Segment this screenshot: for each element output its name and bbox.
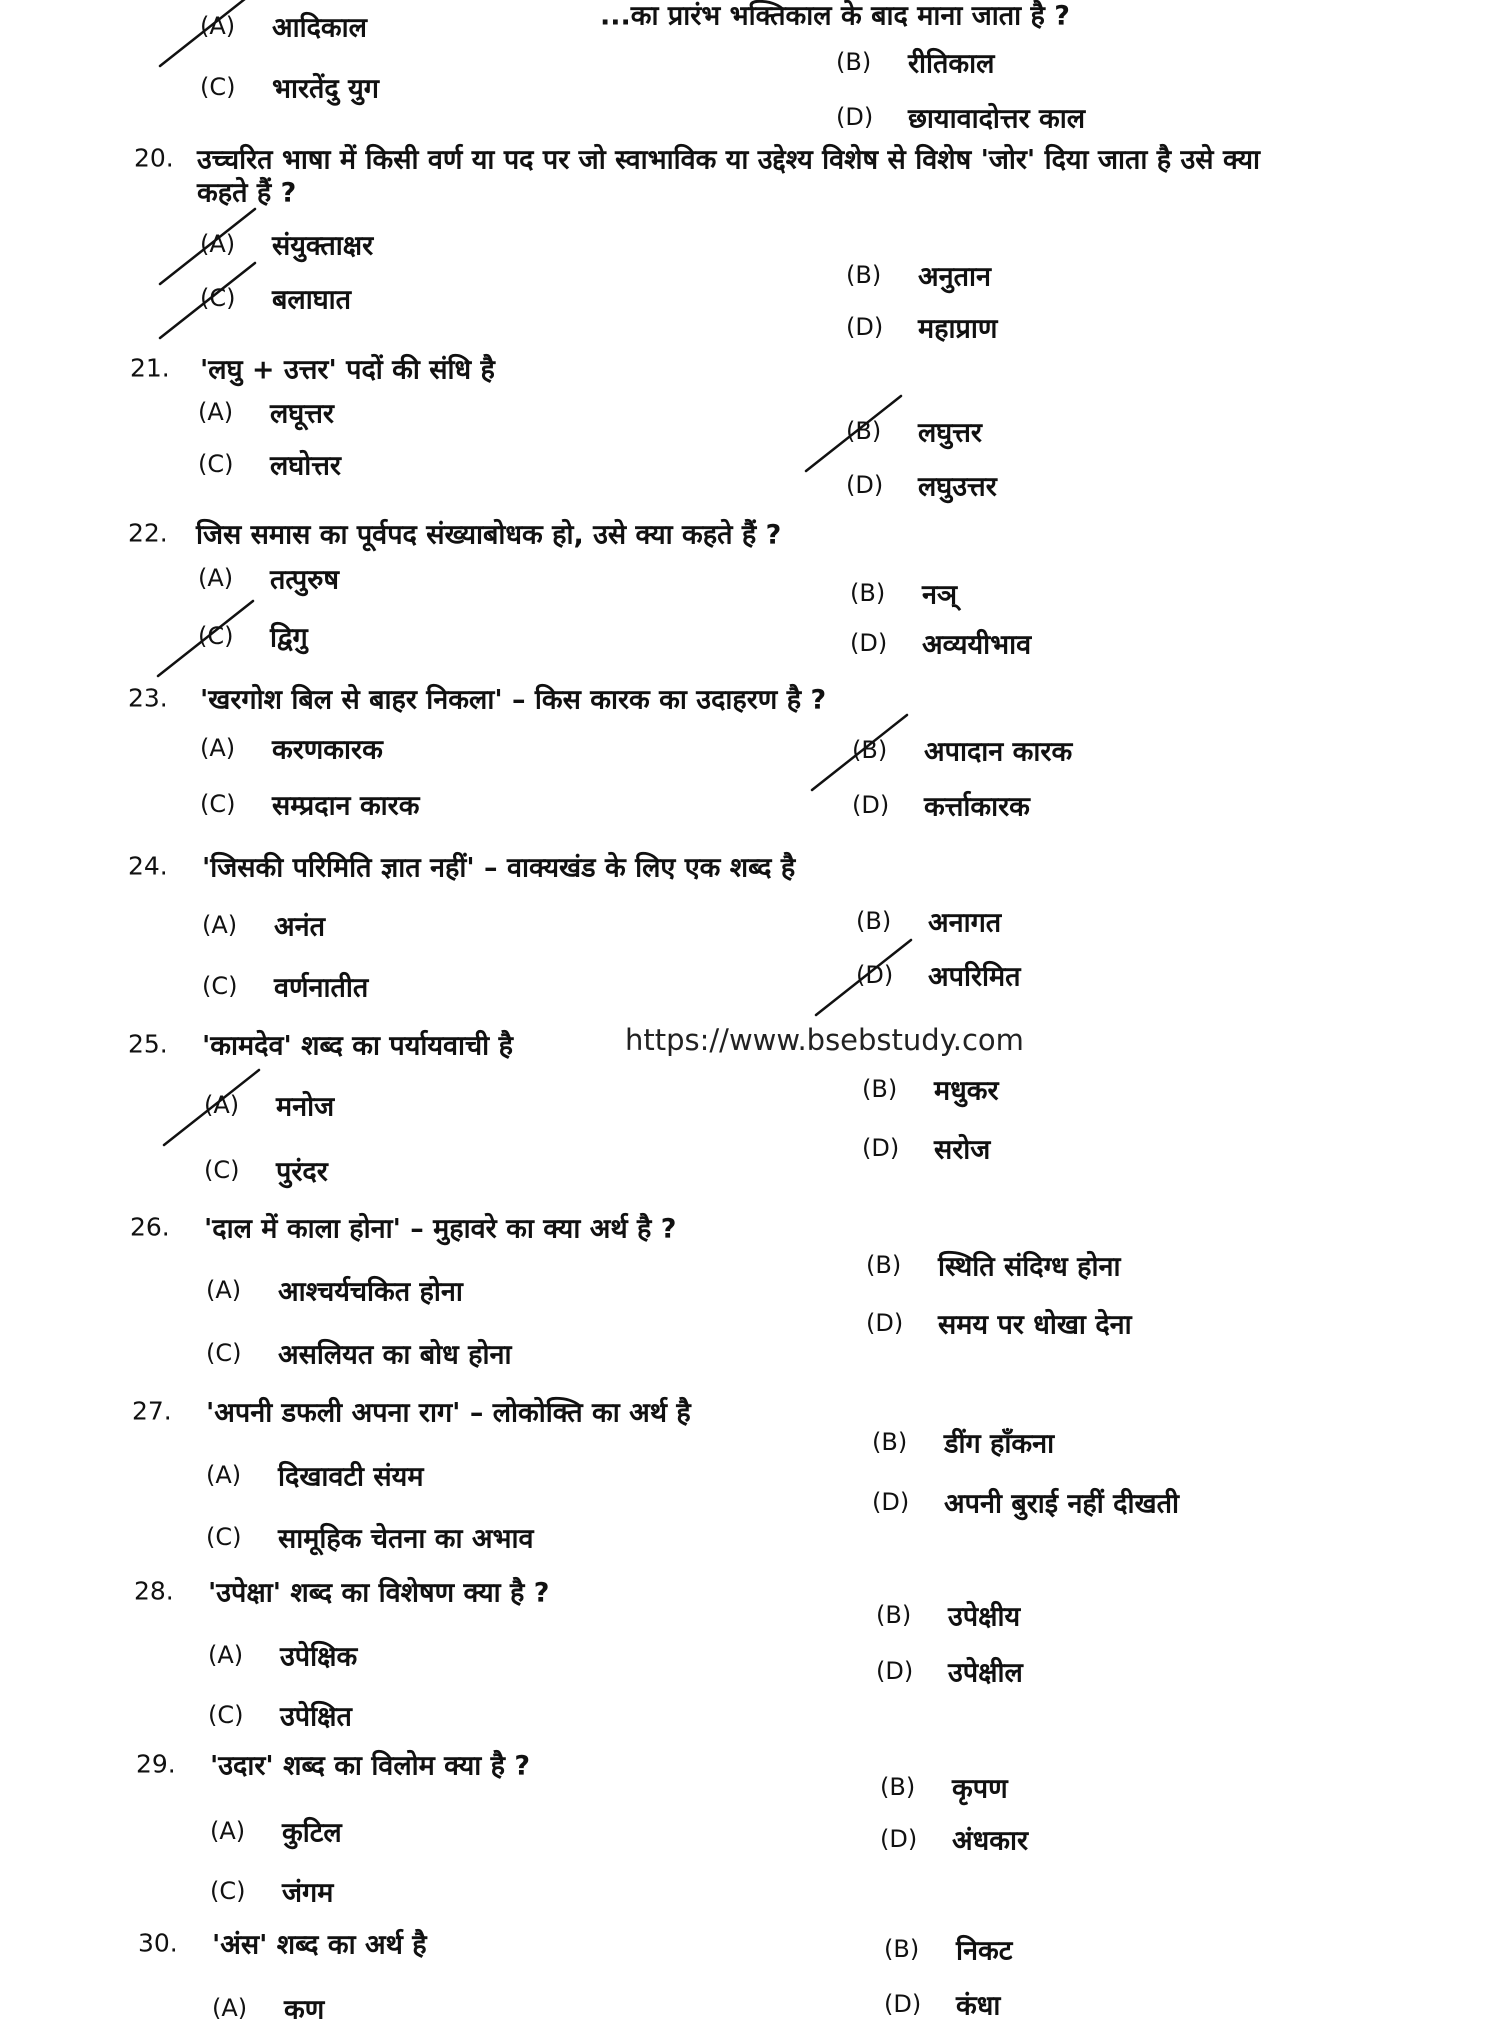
option-label: (B) (846, 417, 882, 445)
option-text: असलियत का बोध होना (278, 1339, 512, 1371)
option-text: दिखावटी संयम (278, 1461, 424, 1493)
option-label: (A) (210, 1817, 246, 1845)
option-text: कृपण (952, 1773, 1008, 1805)
option-label: (D) (852, 791, 890, 819)
option-text: उपेक्षिक (280, 1641, 358, 1673)
option-label: (D) (876, 1657, 914, 1685)
option-label: (A) (198, 398, 234, 426)
option-text: लघोत्तर (270, 450, 341, 482)
question-text: 'दाल में काला होना' – मुहावरे का क्या अर्थ है ? (204, 1213, 677, 1245)
option-label: (A) (204, 1091, 240, 1119)
option-label: (B) (852, 736, 888, 764)
option-text: सरोज (934, 1134, 991, 1166)
option-label: (A) (212, 1994, 248, 2022)
option-label: (A) (206, 1276, 242, 1304)
option-text: मनोज (276, 1091, 335, 1123)
option-label: (D) (856, 961, 894, 989)
option-text: अपरिमित (928, 961, 1021, 993)
option-text: समय पर धोखा देना (938, 1309, 1132, 1341)
option-text: जंगम (282, 1877, 334, 1909)
option-label: (A) (200, 12, 236, 40)
option-text: रीतिकाल (908, 48, 995, 80)
question-text: 'अंस' शब्द का अर्थ है (212, 1929, 427, 1961)
option-text: उपेक्षील (948, 1657, 1023, 1689)
option-label: (B) (872, 1428, 908, 1456)
question-text: कहते हैं ? (197, 177, 297, 209)
option-label: (B) (866, 1251, 902, 1279)
option-label: (A) (206, 1461, 242, 1489)
option-label: (D) (884, 1990, 922, 2018)
question-number: 22. (128, 518, 168, 548)
watermark-url: https://www.bsebstudy.com (625, 1023, 1024, 1057)
question-number: 30. (138, 1928, 178, 1958)
question-text: 'जिसकी परिमिति ज्ञात नहीं' – वाक्यखंड के लिए एक शब्द है (202, 852, 796, 884)
option-label: (A) (200, 230, 236, 258)
question-number: 28. (134, 1576, 174, 1606)
option-text: डींग हाँकना (944, 1428, 1055, 1460)
option-label: (C) (204, 1156, 240, 1184)
option-label: (C) (198, 622, 234, 650)
option-text: लघुत्तर (918, 417, 982, 449)
option-text: लघुउत्तर (918, 471, 997, 503)
option-label: (D) (836, 103, 874, 131)
option-text: स्थिति संदिग्ध होना (938, 1251, 1121, 1283)
option-text: वर्णनातीत (274, 972, 369, 1004)
option-text: अनंत (274, 911, 326, 943)
option-text: अपादान कारक (924, 736, 1073, 768)
option-text: कण (284, 1994, 325, 2026)
question-number: 24. (128, 851, 168, 881)
question-text: उच्चरित भाषा में किसी वर्ण या पद पर जो स्वाभाविक या उद्देश्य विशेष से विशेष 'जोर' दिया जाता है उसे क्या (197, 144, 1261, 176)
option-text: उपेक्षित (280, 1701, 352, 1733)
option-text: आश्चर्यचकित होना (278, 1276, 463, 1308)
partial-question-text: ...का प्रारंभ भक्तिकाल के बाद माना जाता है ? (600, 0, 1070, 32)
option-label: (B) (850, 579, 886, 607)
option-text: कंधा (956, 1990, 1001, 2022)
option-label: (B) (862, 1075, 898, 1103)
option-text: कुटिल (282, 1817, 342, 1849)
option-label: (C) (206, 1339, 242, 1367)
question-text: 'उपेक्षा' शब्द का विशेषण क्या है ? (208, 1577, 550, 1609)
question-text: 'उदार' शब्द का विलोम क्या है ? (210, 1750, 531, 1782)
option-text: बलाघात (272, 284, 352, 316)
option-text: अपनी बुराई नहीं दीखती (944, 1488, 1179, 1520)
question-text: 'खरगोश बिल से बाहर निकला' – किस कारक का उदाहरण है ? (200, 684, 827, 716)
option-label: (D) (862, 1134, 900, 1162)
question-number: 27. (132, 1396, 172, 1426)
option-label: (B) (836, 48, 872, 76)
option-label: (A) (198, 564, 234, 592)
option-label: (B) (880, 1773, 916, 1801)
option-label: (C) (200, 284, 236, 312)
option-label: (C) (200, 790, 236, 818)
option-text: तत्पुरुष (270, 564, 339, 596)
option-label: (D) (846, 471, 884, 499)
option-text: संयुक्ताक्षर (272, 230, 374, 262)
question-number: 20. (134, 143, 174, 173)
option-label: (A) (208, 1641, 244, 1669)
option-text: अव्ययीभाव (922, 629, 1032, 661)
option-text: लघूत्तर (270, 398, 334, 430)
option-label: (D) (872, 1488, 910, 1516)
option-label: (C) (206, 1523, 242, 1551)
option-text: उपेक्षीय (948, 1601, 1021, 1633)
option-label: (D) (866, 1309, 904, 1337)
question-text: 'लघु + उत्तर' पदों की संधि है (200, 354, 495, 386)
option-text: महाप्राण (918, 313, 998, 345)
option-text: आदिकाल (272, 12, 367, 44)
option-text: मधुकर (934, 1075, 999, 1107)
option-label: (C) (210, 1877, 246, 1905)
option-text: सामूहिक चेतना का अभाव (278, 1523, 534, 1555)
option-text: निकट (956, 1935, 1013, 1967)
option-text: छायावादोत्तर काल (908, 103, 1086, 135)
question-text: जिस समास का पूर्वपद संख्याबोधक हो, उसे क्या कहते हैं ? (196, 519, 782, 551)
option-label: (B) (876, 1601, 912, 1629)
question-text: 'कामदेव' शब्द का पर्यायवाची है (202, 1030, 513, 1062)
option-label: (C) (198, 450, 234, 478)
question-number: 25. (128, 1029, 168, 1059)
option-label: (B) (846, 261, 882, 289)
option-label: (C) (200, 73, 236, 101)
option-text: नञ् (922, 579, 958, 611)
option-text: अनुतान (918, 261, 991, 293)
option-text: अंधकार (952, 1825, 1029, 1857)
option-text: भारतेंदु युग (272, 73, 380, 105)
option-label: (B) (856, 907, 892, 935)
option-text: पुरंदर (276, 1156, 328, 1188)
option-label: (C) (202, 972, 238, 1000)
option-text: अनागत (928, 907, 1002, 939)
option-label: (A) (200, 734, 236, 762)
option-text: करणकारक (272, 734, 383, 766)
option-label: (D) (846, 313, 884, 341)
option-text: द्विगु (270, 622, 308, 654)
option-label: (C) (208, 1701, 244, 1729)
option-label: (B) (884, 1935, 920, 1963)
question-number: 21. (130, 353, 170, 383)
option-text: सम्प्रदान कारक (272, 790, 420, 822)
question-text: 'अपनी डफली अपना राग' – लोकोक्ति का अर्थ है (206, 1397, 691, 1429)
question-number: 29. (136, 1749, 176, 1779)
question-number: 26. (130, 1212, 170, 1242)
question-number: 23. (128, 683, 168, 713)
option-label: (A) (202, 911, 238, 939)
option-text: कर्त्ताकारक (924, 791, 1030, 823)
option-label: (D) (850, 629, 888, 657)
option-label: (D) (880, 1825, 918, 1853)
